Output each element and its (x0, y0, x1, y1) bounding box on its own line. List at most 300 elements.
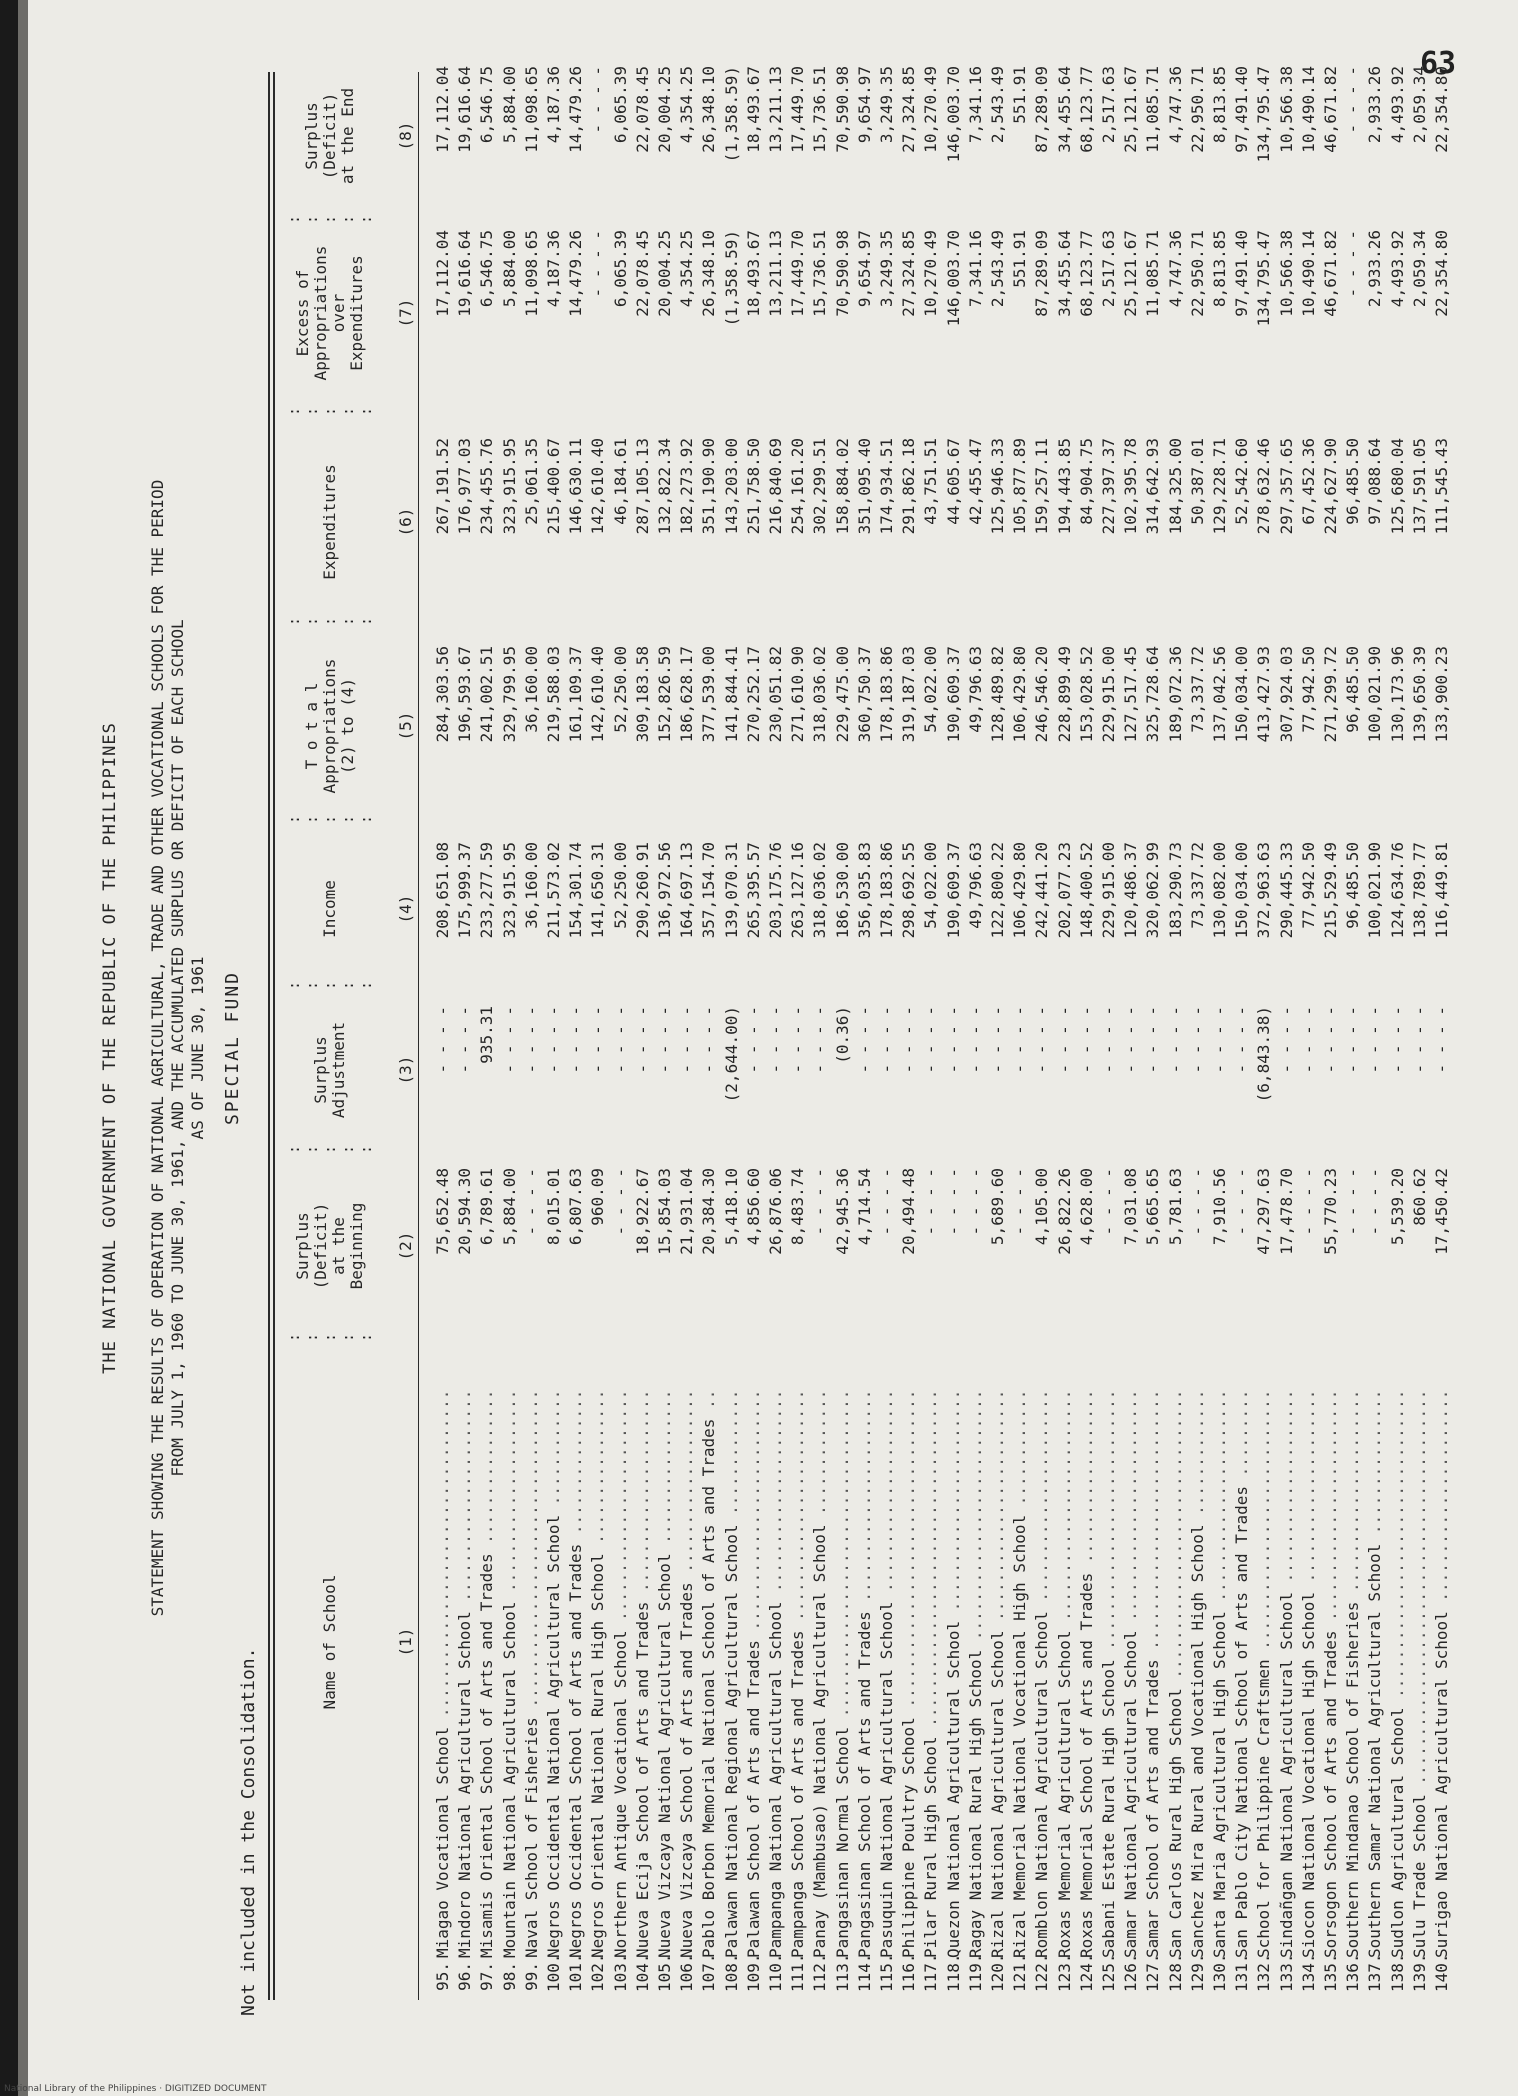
surplus-beginning: 42,945.36 (832, 1168, 852, 1255)
leader-dots: ...................... (1032, 1389, 1052, 1612)
column-number: (8) (396, 121, 415, 151)
excess-appropriations: 17,449.70 (788, 230, 808, 317)
income: 154,301.74 (566, 842, 586, 939)
surplus-adjustment: (6,843.38) (1254, 1006, 1274, 1103)
table-row (632, 0, 653, 2096)
column-separator: : (303, 406, 321, 416)
school-name-cell (743, 1258, 764, 1958)
surplus-beginning: 5,539.20 (1387, 1168, 1407, 1246)
expenditures: 46,184.61 (610, 438, 630, 525)
surplus-beginning: 6,807.63 (566, 1168, 586, 1246)
income: 178,183.86 (877, 842, 896, 939)
total-appropriations: 228,899.49 (1054, 646, 1074, 743)
column-separator: : (285, 980, 303, 990)
row-number: 113. (832, 1953, 852, 1992)
row-number: 139. (1409, 1953, 1429, 1992)
expenditures: 351,095.40 (854, 438, 874, 535)
surplus-adjustment: - - - - (1409, 1006, 1429, 1074)
row-number: 112. (810, 1953, 830, 1992)
surplus-end: (1,358.59) (721, 66, 741, 163)
leader-dots: ...................... (854, 1389, 874, 1612)
column-separator: : (303, 980, 321, 990)
row-number: 120. (988, 1953, 1007, 1992)
column-separator: : (303, 214, 321, 224)
leader-dots: ................................. (521, 1389, 541, 1718)
table-row (432, 0, 453, 2096)
column-header-line: Excess of (293, 269, 312, 357)
school-name: Surigao National Agricultural School (1432, 1611, 1451, 1958)
leader-dots: ........................ (988, 1389, 1007, 1631)
column-header-line: at the End (338, 87, 357, 185)
page-number: 63 (1420, 46, 1457, 81)
excess-appropriations: 8,813.85 (1210, 230, 1229, 308)
table-row (987, 0, 1008, 2096)
school-name-cell (1253, 1258, 1274, 1958)
table-row (943, 0, 964, 2096)
row-number: 101. (566, 1953, 586, 1992)
expenditures: 125,946.33 (988, 438, 1007, 535)
school-name-cell (1342, 1258, 1363, 1958)
column-separator: : (339, 1332, 357, 1342)
row-number: 108. (721, 1953, 741, 1992)
column-header-line: Name of School (320, 1574, 339, 1710)
surplus-end: 9,654.97 (854, 66, 874, 144)
surplus-adjustment: - - - - (766, 1006, 785, 1074)
income: 100,021.90 (1365, 842, 1385, 939)
expenditures: 50,387.01 (1187, 438, 1207, 525)
school-name: Northern Antique Vocational School (610, 1630, 630, 1958)
surplus-end: 2,059.34 (1409, 66, 1429, 144)
school-name-cell (499, 1258, 520, 1958)
leader-dots: ........................ (1121, 1389, 1141, 1631)
leader-dots: .................................. (433, 1389, 452, 1727)
leader-dots: ............. (721, 1389, 741, 1525)
surplus-end: 22,354.80 (1432, 66, 1451, 153)
table-row (1165, 0, 1186, 2096)
excess-appropriations: 11,085.71 (1143, 230, 1163, 317)
expenditures: 215,400.67 (544, 438, 563, 535)
surplus-beginning: 7,910.56 (1210, 1168, 1229, 1246)
school-name-cell (787, 1258, 808, 1958)
surplus-adjustment: - - - - (1298, 1006, 1318, 1074)
surplus-beginning: 4,714.54 (854, 1168, 874, 1246)
surplus-end: 11,085.71 (1143, 66, 1163, 153)
column-number: (2) (396, 1231, 415, 1261)
column-header-line: Surplus (293, 1212, 312, 1280)
school-name-cell (854, 1258, 875, 1958)
expenditures: 234,455.76 (477, 438, 497, 535)
school-name: Pilar Rural High School (921, 1736, 941, 1958)
total-appropriations: 309,183.58 (632, 646, 652, 743)
leader-dots: ................................... (921, 1389, 941, 1737)
surplus-end: 46,671.82 (1321, 66, 1340, 153)
total-appropriations: 49,796.63 (965, 646, 985, 733)
expenditures: 102,395.78 (1121, 438, 1141, 535)
row-number: 126. (1121, 1953, 1141, 1992)
excess-appropriations: 14,479.26 (566, 230, 586, 317)
expenditures: 302,299.51 (810, 438, 830, 535)
column-separator: : (357, 616, 375, 626)
leader-dots: ...................... (1432, 1389, 1451, 1612)
column-header-line: Surplus (311, 1036, 330, 1104)
surplus-adjustment: - - - - (899, 1006, 919, 1074)
school-name: Negros Oriental National Rural High School (588, 1553, 608, 1958)
row-number: 106. (677, 1953, 697, 1992)
leader-dots: ........................ (1321, 1389, 1340, 1631)
school-name: Sudlon Agricultural School (1387, 1707, 1407, 1958)
excess-appropriations: 4,187.36 (544, 230, 563, 308)
row-number: 118. (943, 1953, 963, 1992)
expenditures: 176,977.03 (455, 438, 475, 535)
table-row (1098, 0, 1119, 2096)
total-appropriations: 284,303.56 (433, 646, 452, 743)
expenditures: 216,840.69 (766, 438, 785, 535)
school-name: San Carlos Rural High School (1165, 1688, 1185, 1958)
excess-appropriations: 18,493.67 (743, 230, 763, 317)
expenditures: 227,397.37 (1099, 438, 1118, 535)
surplus-end: 2,517.63 (1099, 66, 1118, 144)
column-number: (6) (396, 507, 415, 537)
leader-dots: ........................ (1054, 1389, 1074, 1631)
school-name: Mountain National Agricultural School (499, 1601, 519, 1958)
leader-dots: ............... (1365, 1389, 1385, 1544)
fund-title: SPECIAL FUND (222, 970, 243, 1126)
school-name: Misamis Oriental School of Arts and Trades (477, 1553, 497, 1958)
leader-dots: ................................. (899, 1389, 919, 1718)
school-name-cell (987, 1258, 1008, 1958)
column-header-line: Beginning (347, 1202, 366, 1290)
total-appropriations: 190,609.37 (943, 646, 963, 743)
income: 106,429.80 (1010, 842, 1030, 939)
surplus-end: 4,354.25 (677, 66, 697, 144)
expenditures: 184,325.00 (1165, 438, 1185, 535)
column-header-line: Expenditures (320, 464, 339, 580)
surplus-end: 14,479.26 (566, 66, 586, 153)
income: 229,915.00 (1099, 842, 1118, 939)
row-number: 116. (899, 1953, 919, 1992)
row-number: 111. (788, 1953, 808, 1992)
surplus-adjustment: - - - - (743, 1006, 763, 1074)
total-appropriations: 141,844.41 (721, 646, 741, 743)
surplus-beginning: 20,594.30 (455, 1168, 475, 1255)
income: 124,634.76 (1387, 842, 1407, 939)
school-name-cell (1142, 1258, 1163, 1958)
school-name: Sanchez Mira Rural and Vocational High School (1187, 1524, 1207, 1958)
excess-appropriations: 10,270.49 (921, 230, 941, 317)
table-row (587, 0, 608, 2096)
school-name: Sorsogon School of Arts and Trades (1321, 1630, 1340, 1958)
column-header-line: over (329, 293, 348, 333)
surplus-adjustment: - - - - (1032, 1006, 1052, 1074)
total-appropriations: 307,924.03 (1276, 646, 1296, 743)
income: 130,082.00 (1210, 842, 1229, 939)
expenditures: 84,904.75 (1076, 438, 1096, 525)
column-separator: : (357, 980, 375, 990)
header-rule-top (268, 72, 270, 2000)
table-row (1187, 0, 1208, 2096)
expenditures: 137,591.05 (1409, 438, 1429, 535)
surplus-end: 4,493.92 (1387, 66, 1407, 144)
excess-appropriations: 20,004.25 (655, 230, 674, 317)
surplus-beginning: - - - - (1010, 1168, 1030, 1236)
expenditures: 142,610.40 (588, 438, 608, 535)
surplus-adjustment: - - - - (610, 1006, 630, 1074)
leader-dots: .................... (1298, 1389, 1318, 1592)
surplus-beginning: 5,665.65 (1143, 1168, 1163, 1246)
row-number: 99. (521, 1962, 541, 1991)
excess-appropriations: 5,884.00 (499, 230, 519, 308)
table-row (1031, 0, 1052, 2096)
total-appropriations: 52,250.00 (610, 646, 630, 733)
total-appropriations: 318,036.02 (810, 646, 830, 743)
table-row (1342, 0, 1363, 2096)
total-appropriations: 329,799.95 (499, 646, 519, 743)
school-name: Nueva Ecija School of Arts and Trades (632, 1601, 652, 1958)
surplus-beginning: - - - - (1187, 1168, 1207, 1236)
total-appropriations: 360,750.37 (854, 646, 874, 743)
excess-appropriations: 97,491.40 (1232, 230, 1252, 317)
school-name-cell (543, 1258, 564, 1958)
expenditures: 97,088.64 (1365, 438, 1385, 525)
leader-dots: ................ (477, 1389, 497, 1554)
column-separator: : (321, 406, 339, 416)
total-appropriations: 189,072.36 (1165, 646, 1185, 743)
income: 183,290.73 (1165, 842, 1185, 939)
excess-appropriations: 25,121.67 (1121, 230, 1141, 317)
column-number: (5) (396, 711, 415, 741)
surplus-adjustment: - - - - (499, 1006, 519, 1074)
income: 202,077.23 (1054, 842, 1074, 939)
school-name-cell (1431, 1258, 1452, 1958)
total-appropriations: 196,593.67 (455, 646, 475, 743)
surplus-end: 7,341.16 (965, 66, 985, 144)
income: 208,651.08 (433, 842, 452, 939)
surplus-adjustment: - - - - (810, 1006, 830, 1074)
column-separator: : (357, 1332, 375, 1342)
school-name: Pangasinan Normal School (832, 1726, 852, 1958)
row-number: 98. (499, 1962, 519, 1991)
surplus-adjustment: - - - - (965, 1006, 985, 1074)
school-name: Ragay National Rural High School (965, 1649, 985, 1958)
excess-appropriations: 13,211.13 (766, 230, 785, 317)
income: 54,022.00 (921, 842, 941, 929)
school-name-cell (943, 1258, 964, 1958)
surplus-adjustment: - - - - (1143, 1006, 1163, 1074)
surplus-beginning: - - - - (943, 1168, 963, 1236)
total-appropriations: 127,517.45 (1121, 646, 1141, 743)
leader-dots: ............... (566, 1389, 586, 1544)
surplus-beginning: 20,384.30 (699, 1168, 719, 1255)
surplus-adjustment: - - - - (1210, 1006, 1229, 1074)
school-name: Sulu Trade School (1409, 1794, 1429, 1958)
total-appropriations: 413,427.93 (1254, 646, 1274, 743)
expenditures: 251,758.50 (743, 438, 763, 535)
leader-dots: .................................. (832, 1389, 852, 1727)
column-header-line: Expenditures (347, 255, 366, 371)
income: 211,573.02 (544, 842, 563, 939)
column-separator: : (339, 814, 357, 824)
surplus-adjustment: - - - - (455, 1006, 475, 1074)
surplus-end: 27,324.85 (899, 66, 919, 153)
table-row (1076, 0, 1097, 2096)
income: 233,277.59 (477, 842, 497, 939)
school-name-cell (1364, 1258, 1385, 1958)
table-row (1298, 0, 1319, 2096)
column-header-line: Appropriations (311, 245, 330, 381)
excess-appropriations: 4,493.92 (1387, 230, 1407, 308)
total-appropriations: 73,337.72 (1187, 646, 1207, 733)
table-row (499, 0, 520, 2096)
table-row (543, 0, 564, 2096)
school-name-cell (1120, 1258, 1141, 1958)
surplus-end: 6,065.39 (610, 66, 630, 144)
row-number: 115. (877, 1953, 896, 1992)
surplus-adjustment: - - - - (433, 1006, 452, 1074)
column-header-line: (Deficit) (320, 92, 339, 180)
row-number: 100. (544, 1953, 563, 1992)
income: 290,260.91 (632, 842, 652, 939)
row-number: 125. (1099, 1953, 1118, 1992)
school-name: Palawan School of Arts and Trades (743, 1640, 763, 1958)
school-name-cell (1387, 1258, 1408, 1958)
surplus-beginning: 6,789.61 (477, 1168, 497, 1246)
surplus-beginning: 4,105.00 (1032, 1168, 1052, 1246)
excess-appropriations: 134,795.47 (1254, 230, 1274, 327)
school-name: Roxas Memorial School of Arts and Trades (1076, 1572, 1096, 1958)
surplus-beginning: 5,689.60 (988, 1168, 1007, 1246)
expenditures: 105,877.89 (1010, 438, 1030, 535)
table-row (832, 0, 853, 2096)
surplus-end: 34,455.64 (1054, 66, 1074, 153)
excess-appropriations: 146,003.70 (943, 230, 963, 327)
income: 116,449.81 (1432, 842, 1451, 939)
income: 318,036.02 (810, 842, 830, 939)
excess-appropriations: 22,078.45 (632, 230, 652, 317)
table-row (854, 0, 875, 2096)
surplus-adjustment: - - - - (877, 1006, 896, 1074)
column-number: (7) (396, 298, 415, 328)
expenditures: 111,545.43 (1432, 438, 1451, 535)
total-appropriations: 153,028.52 (1076, 646, 1096, 743)
school-name-cell (1276, 1258, 1297, 1958)
column-number: (3) (396, 1055, 415, 1085)
income: 265,395.57 (743, 842, 763, 939)
expenditures: 287,105.13 (632, 438, 652, 535)
column-header-line: Income (320, 880, 339, 938)
total-appropriations: 178,183.86 (877, 646, 896, 743)
expenditures: 323,915.95 (499, 438, 519, 535)
excess-appropriations: 6,546.75 (477, 230, 497, 308)
surplus-end: 19,616.64 (455, 66, 475, 153)
column-separator: : (285, 1144, 303, 1154)
total-appropriations: 319,187.03 (899, 646, 919, 743)
expenditures: 143,203.00 (721, 438, 741, 535)
table-row (1253, 0, 1274, 2096)
expenditures: 224,627.90 (1321, 438, 1340, 535)
school-name: Sindañgan National Agricultural School (1276, 1591, 1296, 1958)
column-separator: : (321, 214, 339, 224)
total-appropriations: 229,915.00 (1099, 646, 1118, 743)
surplus-beginning: 21,931.04 (677, 1168, 697, 1255)
total-appropriations: 377,539.00 (699, 646, 719, 743)
consolidation-note: Not included in the Consolidation. (238, 1647, 259, 2016)
surplus-adjustment: - - - - (1232, 1006, 1252, 1074)
table-row (898, 0, 919, 2096)
school-name-cell (1031, 1258, 1052, 1958)
column-separator: : (321, 980, 339, 990)
total-appropriations: 130,173.96 (1387, 646, 1407, 743)
excess-appropriations: 2,933.26 (1365, 230, 1385, 308)
surplus-end: 146,003.70 (943, 66, 963, 163)
school-name: Sabani Estate Rural High School (1099, 1659, 1118, 1958)
income: 52,250.00 (610, 842, 630, 929)
row-number: 134. (1298, 1953, 1318, 1992)
leader-dots: ................................ (1387, 1389, 1407, 1708)
column-separator: : (339, 1144, 357, 1154)
surplus-beginning: 860.62 (1409, 1168, 1429, 1226)
surplus-adjustment: - - - - (1343, 1006, 1363, 1074)
column-separator: : (303, 1332, 321, 1342)
school-name-cell (587, 1258, 608, 1958)
table-row (1364, 0, 1385, 2096)
column-separator: : (303, 616, 321, 626)
excess-appropriations: 2,059.34 (1409, 230, 1429, 308)
surplus-end: 6,546.75 (477, 66, 497, 144)
surplus-end: 17,112.04 (433, 66, 452, 153)
surplus-end: 5,884.00 (499, 66, 519, 144)
school-name: Panay (Mambusao) National Agricultural School (810, 1524, 830, 1958)
school-name-cell (432, 1258, 453, 1958)
column-separator: : (339, 980, 357, 990)
total-appropriations: 36,160.00 (521, 646, 541, 733)
total-appropriations: 100,021.90 (1365, 646, 1385, 743)
total-appropriations: 54,022.00 (921, 646, 941, 733)
expenditures: 174,934.51 (877, 438, 896, 535)
income: 372,963.63 (1254, 842, 1274, 939)
income: 190,609.37 (943, 842, 963, 939)
surplus-end: 17,449.70 (788, 66, 808, 153)
table-row (1142, 0, 1163, 2096)
school-name-cell (1076, 1258, 1097, 1958)
school-name-cell (920, 1258, 941, 1958)
surplus-adjustment: - - - - (1187, 1006, 1207, 1074)
total-appropriations: 137,042.56 (1210, 646, 1229, 743)
expenditures: 129,228.71 (1210, 438, 1229, 535)
row-number: 135. (1321, 1953, 1340, 1992)
school-name-cell (1187, 1258, 1208, 1958)
surplus-adjustment: - - - - (1010, 1006, 1030, 1074)
expenditures: 314,642.93 (1143, 438, 1163, 535)
surplus-end: 11,098.65 (521, 66, 541, 153)
row-number: 107. (699, 1953, 719, 1992)
row-number: 105. (655, 1953, 674, 1992)
table-row (654, 0, 675, 2096)
income: 263,127.16 (788, 842, 808, 939)
excess-appropriations: 87,289.09 (1032, 230, 1052, 317)
table-row (521, 0, 542, 2096)
surplus-adjustment: - - - - (1099, 1006, 1118, 1074)
income: 175,999.37 (455, 842, 475, 939)
excess-appropriations: - - - - (1343, 230, 1363, 298)
school-name: Palawan National Regional Agricultural School (721, 1524, 741, 1958)
school-name-cell (898, 1258, 919, 1958)
income: 36,160.00 (521, 842, 541, 929)
school-name: Quezon National Agricultural School (943, 1620, 963, 1958)
excess-appropriations: 22,354.80 (1432, 230, 1451, 317)
surplus-adjustment: - - - - (1321, 1006, 1340, 1074)
leader-dots: ..................... (1343, 1389, 1363, 1602)
column-separator: : (357, 1144, 375, 1154)
